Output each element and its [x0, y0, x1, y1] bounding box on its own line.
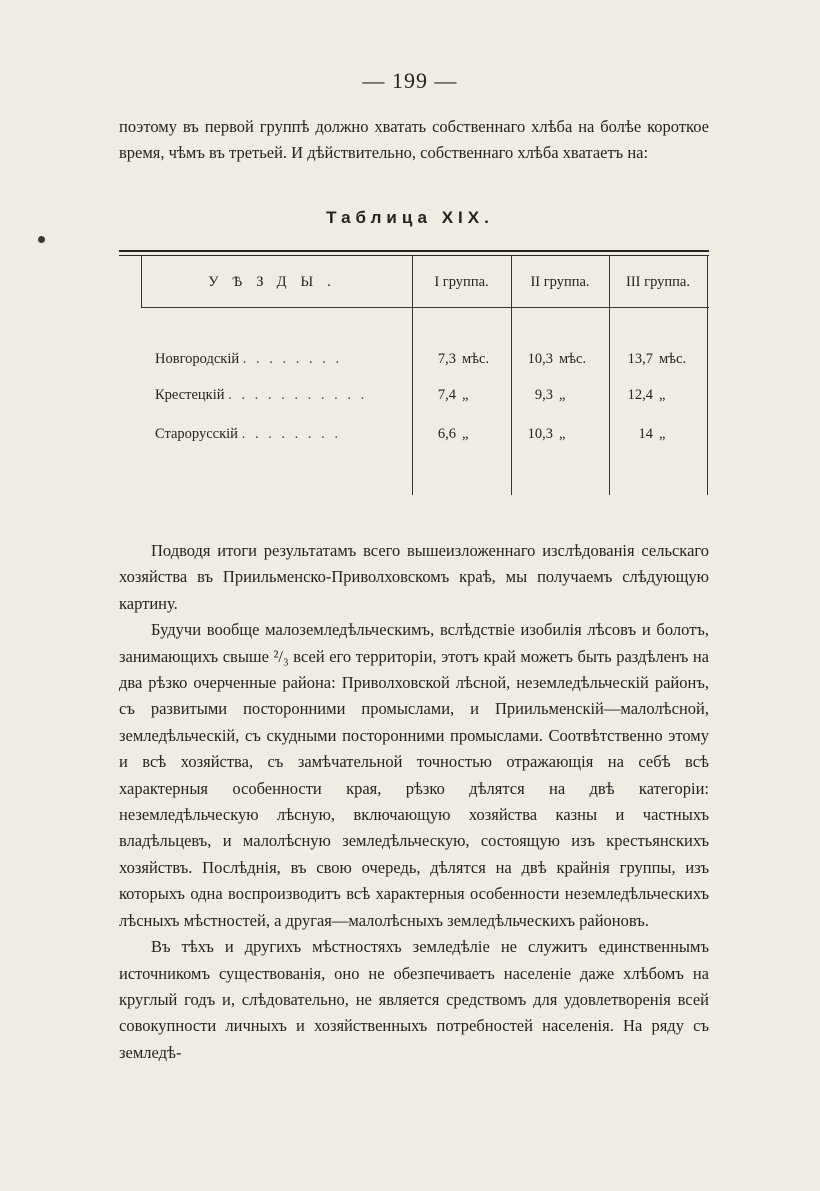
table-right-border: [707, 256, 708, 495]
table-title: Таблица XIX.: [326, 208, 494, 227]
county-name: Новгородскій . . . . . . . .: [155, 351, 343, 367]
table-column-divider-2: [511, 256, 512, 495]
group-3-value: 13,7 мѣс.: [627, 351, 687, 367]
group-1-value: 7,3 мѣс.: [437, 351, 490, 367]
summary-paragraph: [119, 538, 709, 1066]
header-county: УѢЗДЫ.: [208, 274, 345, 290]
data-table: [119, 250, 709, 495]
county-name: Крестецкій . . . . . . . . . . .: [155, 387, 368, 403]
group-3-value: 14 „: [638, 426, 666, 442]
group-1-value: 7,4 „: [437, 387, 469, 403]
table-row: [119, 426, 709, 450]
group-1-value: 6,6 „: [437, 426, 469, 442]
table-header-rule: [141, 307, 709, 308]
page-number: — 199 —: [362, 68, 458, 93]
intro-paragraph: поэтому въ первой группѣ должно хватать собственнаго хлѣба на болѣе короткое время, чѣмъ въ третьей. И дѣйствительно, собственнаго хлѣба хватаетъ на:: [119, 117, 709, 163]
final-text: Въ тѣхъ и другихъ мѣстностяхъ земледѣліе не служитъ единственнымъ источникомъ существованія, оно не обезпечиваетъ населеніе даже хлѣбомъ на круглый годъ и, слѣдовательно, не является средствомъ для удовлетворенія всей совокупности личныхъ и хозяйственныхъ потребностей населенія. На ряду съ земледѣ-: [119, 937, 709, 1062]
table-column-divider-1: [412, 256, 413, 495]
table-column-divider-3: [609, 256, 610, 495]
summary-text: Подводя итоги результатамъ всего вышеизложеннаго изслѣдованія сельскаго хозяйства въ Приильменско-Приволховскомъ краѣ, мы получаемъ слѣдующую картину.: [119, 541, 709, 613]
table-row: [119, 387, 709, 411]
header-group-3: III группа.: [626, 274, 690, 290]
group-3-value: 12,4 „: [627, 387, 666, 403]
header-group-1: I группа.: [434, 274, 489, 290]
main-text: Будучи вообще малоземледѣльческимъ, вслѣдствіе изобилія лѣсовъ и болотъ, занимающихъ свыше ²/₃ всей его территоріи, этотъ край можетъ быть раздѣленъ на два рѣзко очерченные района: Приволховской лѣсной, неземледѣльческій районъ, съ развитыми посторонними промыслами, и Приильменскій—малолѣсной, земледѣльческій, съ скудными посторонними промыслами. Соотвѣтственно этому и всѣ хозяйства, съ замѣчательной точностью отражающія на себѣ всѣ характерныя особенности края, рѣзко дѣлятся на двѣ категоріи: неземледѣльческую лѣсную, включающую хозяйства казны и частныхъ владѣльцевъ, и малолѣсную земледѣльческую, состоящую изъ крестьянскихъ хозяйствъ. Послѣднія, въ свою очередь, дѣлятся на двѣ крайнія группы, изъ которыхъ одна воспроизводитъ всѣ характерныя особенности неземледѣльческихъ лѣсныхъ мѣстностей, а другая—малолѣсныхъ земледѣльческихъ районовъ.: [119, 620, 709, 930]
county-name: Старорусскій . . . . . . . .: [155, 426, 341, 442]
table-top-rule: [119, 250, 709, 252]
table-row: [119, 351, 709, 375]
group-2-value: 10,3 „: [527, 426, 566, 442]
margin-mark: [38, 236, 45, 243]
table-top-rule-thin: [119, 255, 709, 256]
header-group-2: II группа.: [530, 274, 590, 290]
group-2-value: 10,3 мѣс.: [527, 351, 587, 367]
group-2-value: 9,3 „: [534, 387, 566, 403]
